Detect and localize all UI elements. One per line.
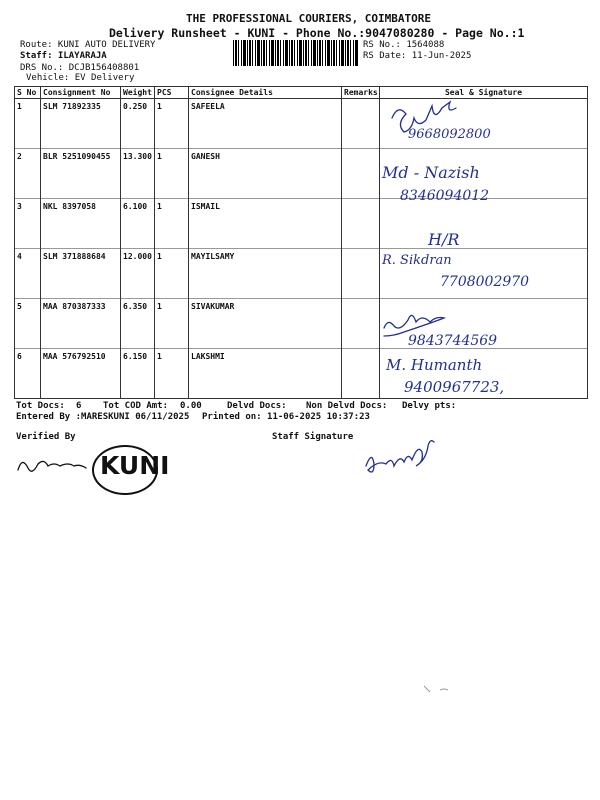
drs-number: DRS No.: DCJB156408801: [20, 63, 140, 73]
cell-sno: 2: [15, 149, 41, 199]
runsheet-subtitle: Delivery Runsheet - KUNI - Phone No.:9047080280 - Page No.:1: [109, 26, 525, 40]
cell-consignment: MAA 870387333: [41, 299, 121, 349]
col-pcs: PCS: [155, 87, 189, 99]
cell-consignee: SIVAKUMAR: [189, 299, 342, 349]
handwritten-phone: 9668092800: [408, 127, 491, 142]
col-remarks: Remarks: [342, 87, 380, 99]
cell-consignee: LAKSHMI: [189, 349, 342, 399]
cell-pcs: 1: [155, 249, 189, 299]
cod-value: 0.00: [180, 401, 202, 411]
handwritten-phone: 8346094012: [400, 188, 490, 204]
cell-sno: 1: [15, 99, 41, 149]
cell-consignment: MAA 576792510: [41, 349, 121, 399]
staff-signature-scribble: [366, 441, 434, 472]
tot-docs-label: Tot Docs:: [16, 401, 65, 411]
company-stamp: [14, 445, 170, 493]
cell-pcs: 1: [155, 149, 189, 199]
cell-consignment: SLM 371888684: [41, 249, 121, 299]
cell-pcs: 1: [155, 299, 189, 349]
tot-docs-value: 6: [76, 401, 82, 411]
cell-weight: 12.000: [121, 249, 155, 299]
cell-sno: 5: [15, 299, 41, 349]
printed-on: Printed on: 11-06-2025 10:37:23: [202, 412, 370, 422]
handwritten-mark: H/R: [428, 230, 460, 249]
cell-consignment: BLR 5251090455: [41, 149, 121, 199]
handwritten-phone: 9843744569: [408, 333, 498, 349]
cell-weight: 6.100: [121, 199, 155, 249]
company-title: THE PROFESSIONAL COURIERS, COIMBATORE: [186, 12, 432, 25]
cell-consignee: ISMAIL: [189, 199, 342, 249]
stamp-text: KUNI: [100, 451, 170, 480]
col-sno: S No: [15, 87, 41, 99]
delvd-docs-label: Delvd Docs:: [227, 401, 287, 411]
staff-signature-label: Staff Signature: [272, 432, 354, 442]
cell-sno: 4: [15, 249, 41, 299]
cell-weight: 13.300: [121, 149, 155, 199]
cell-consignment: NKL 8397058: [41, 199, 121, 249]
col-consignment: Consignment No: [41, 87, 121, 99]
entered-by: Entered By :MARESKUNI 06/11/2025: [16, 412, 190, 422]
cell-weight: 0.250: [121, 99, 155, 149]
cell-pcs: 1: [155, 99, 189, 149]
vehicle-label: Vehicle: EV Delivery: [26, 73, 135, 83]
non-delvd-docs-label: Non Delvd Docs:: [306, 401, 388, 411]
handwritten-phone: 9400967723,: [404, 378, 505, 396]
cell-pcs: 1: [155, 349, 189, 399]
col-signature: Seal & Signature: [380, 87, 588, 99]
handwritten-name: R. Sikdran: [382, 253, 452, 268]
cell-consignment: SLM 71892335: [41, 99, 121, 149]
col-weight: Weight: [121, 87, 155, 99]
cell-consignee: SAFEELA: [189, 99, 342, 149]
cell-sno: 3: [15, 199, 41, 249]
cod-label: Tot COD Amt:: [103, 401, 169, 411]
cell-weight: 6.150: [121, 349, 155, 399]
verified-by-label: Verified By: [16, 432, 76, 442]
col-consignee: Consignee Details: [189, 87, 342, 99]
delvy-pts-label: Delvy pts:: [402, 401, 457, 411]
cell-sno: 6: [15, 349, 41, 399]
handwritten-phone: 7708002970: [440, 274, 530, 290]
staff-label: Staff: ILAYARAJA: [20, 51, 107, 61]
handwritten-name: M. Humanth: [386, 356, 483, 374]
cell-pcs: 1: [155, 199, 189, 249]
pen-mark: [424, 686, 448, 692]
rs-date: RS Date: 11-Jun-2025: [363, 51, 472, 61]
cell-consignee: MAYILSAMY: [189, 249, 342, 299]
cell-weight: 6.350: [121, 299, 155, 349]
rs-number: RS No.: 1564088: [363, 40, 445, 50]
route-label: Route: KUNI AUTO DELIVERY: [20, 40, 156, 50]
cell-consignee: GANESH: [189, 149, 342, 199]
handwritten-name: Md - Nazish: [382, 163, 480, 182]
